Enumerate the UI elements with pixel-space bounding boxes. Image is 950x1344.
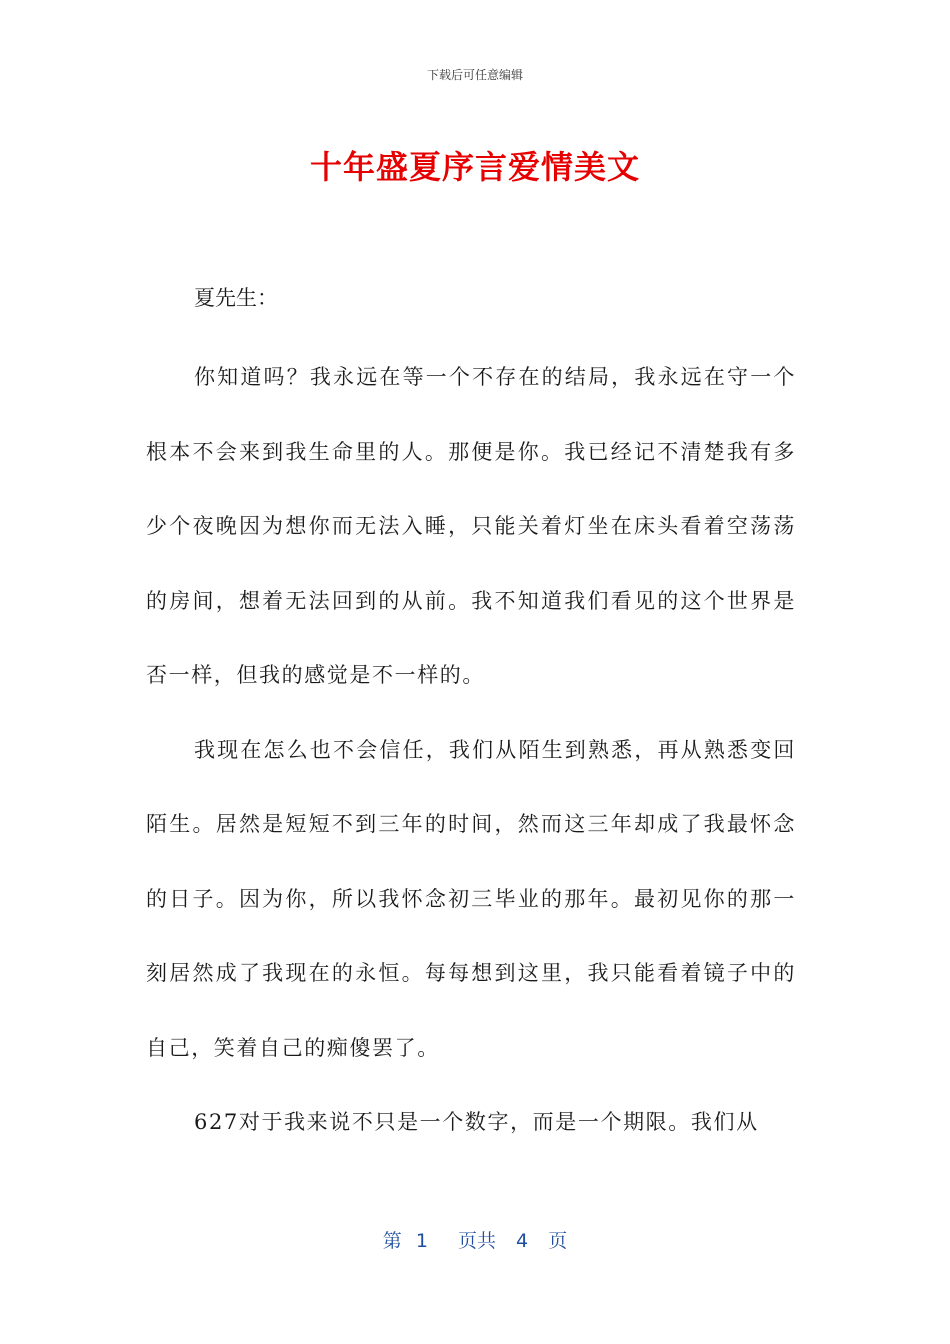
document-body [146, 340, 796, 1160]
footer-prefix: 第 [382, 1230, 402, 1252]
paragraph: 627对于我来说不只是一个数字，而是一个期限。我们从 [194, 1110, 759, 1134]
footer-middle: 页共 [457, 1230, 496, 1252]
footer-suffix: 页 [548, 1230, 568, 1252]
footer-page-number: 1 [415, 1230, 428, 1252]
footer-total-pages: 4 [516, 1230, 529, 1252]
header-note: 下载后可任意编辑 [426, 68, 523, 82]
salutation: 夏先生： [194, 286, 278, 310]
document-title: 十年盛夏序言爱情美文 [309, 148, 640, 186]
paragraph: 我现在怎么也不会信任，我们从陌生到熟悉，再从熟悉变回陌生。居然是短短不到三年的时间，然而这三年却成了我最怀念的日子。因为你，所以我怀念初三毕业的那年。最初见你的那一刻居然成了我现在的永恒。每每想到这里，我只能看着镜子中的自己，笑着自己的痴傻罢了。 [146, 737, 796, 1060]
paragraph: 你知道吗？我永远在等一个不存在的结局，我永远在守一个根本不会来到我生命里的人。那便是你。我已经记不清楚我有多少个夜晚因为想你而无法入睡，只能关着灯坐在床头看着空荡荡的房间，想着无法回到的从前。我不知道我们看见的这个世界是否一样，但我的感觉是不一样的。 [146, 365, 796, 687]
page-footer [0, 1226, 950, 1253]
